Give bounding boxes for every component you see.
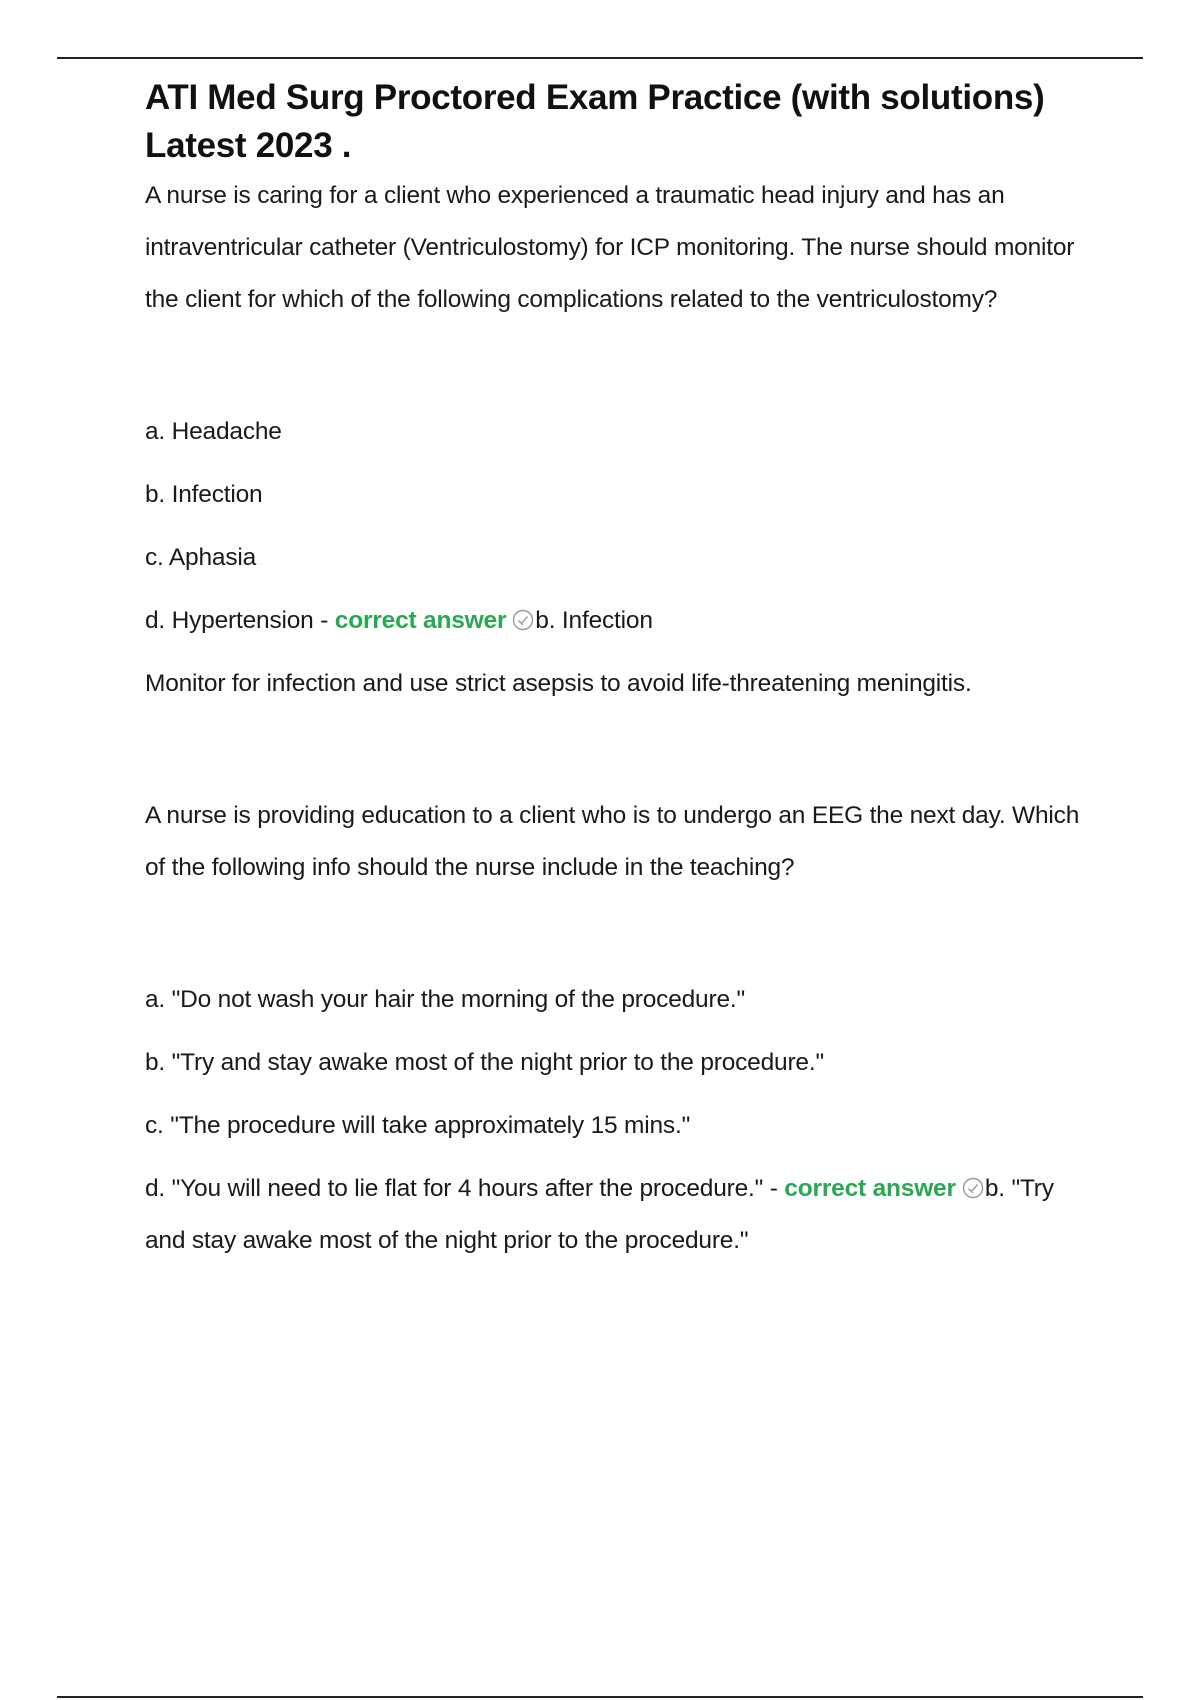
question-2-answer: b. "Try and stay awake most of the night prior to the procedure."	[145, 1175, 1054, 1254]
question-1-option-d-text: d. Hypertension -	[145, 607, 329, 634]
question-2-correct-label: correct answer	[784, 1175, 956, 1202]
question-2-option-d-text: d. "You will need to lie flat for 4 hours after the procedure." -	[145, 1175, 778, 1202]
question-1-option-d	[145, 595, 1100, 647]
check-circle-icon	[512, 598, 534, 620]
question-2-option-d	[145, 1163, 1100, 1267]
question-1-option-b: b. Infection	[145, 481, 263, 508]
document-title: ATI Med Surg Proctored Exam Practice (with solutions) Latest 2023 .	[145, 78, 1045, 165]
question-1	[145, 170, 1100, 710]
question-2-option-a: a. "Do not wash your hair the morning of the procedure."	[145, 986, 745, 1013]
question-1-rationale: Monitor for infection and use strict asepsis to avoid life-threatening meningitis.	[145, 670, 972, 697]
check-circle-icon	[962, 1166, 984, 1188]
question-1-answer: b. Infection	[535, 607, 653, 634]
question-2-stem: A nurse is providing education to a client who is to undergo an EEG the next day. Which of the following info should the nurse include in the teaching?	[145, 802, 1080, 881]
question-1-correct-label: correct answer	[334, 607, 507, 634]
page-content	[145, 74, 1100, 1267]
question-2-option-c: c. "The procedure will take approximately 15 mins."	[145, 1112, 691, 1139]
question-1-option-a: a. Headache	[145, 418, 282, 445]
question-2-option-b: b. "Try and stay awake most of the night prior to the procedure."	[145, 1049, 824, 1076]
question-1-stem: A nurse is caring for a client who experienced a traumatic head injury and has an intraventricular catheter (Ventriculostomy) for ICP monitoring. The nurse should monitor the client for which of the following complications related to the ventriculostomy?	[145, 182, 1075, 313]
top-rule	[57, 57, 1143, 59]
question-2	[145, 790, 1100, 1267]
question-1-option-c: c. Aphasia	[145, 544, 257, 571]
bottom-rule	[57, 1696, 1143, 1698]
